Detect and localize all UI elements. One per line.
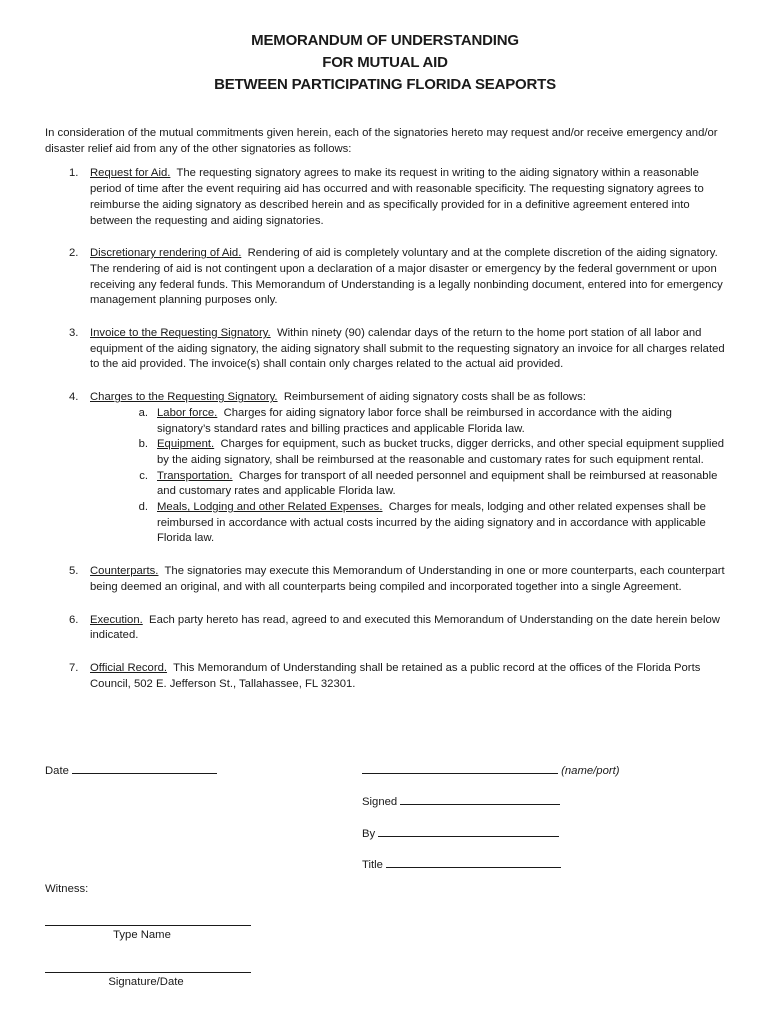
sub-text: Charges for equipment, such as bucket trucks, digger derricks, and other special equipment supplied by the aiding signatory, shall be reimbursed at the reasonable and customary rates for such equipment rental. [157,438,725,466]
sub-heading: Labor force. [157,406,218,419]
item-heading: Request for Aid. [90,167,171,180]
title-label: Title [362,859,383,871]
sub-text: Charges for meals, lodging and other related expenses shall be reimbursed in accordance with actual costs incurred by the aiding signatory and in accordance with applicable Florida law. [157,501,706,545]
witness-label: Witness: [45,883,89,895]
item-number: 7. [69,661,79,674]
item-text: The signatories may execute this Memorandum of Understanding in one or more counterparts, each counterpart being deemed an original, and with all counterparts being compiled and incorporated together into a single Agreement. [90,565,725,593]
item-text: Within ninety (90) calendar days of the return to the home port station of all labor and equipment of the aiding signatory, the aiding signatory shall submit to the requesting signatory an invoice for all charges related to the aid provided. The invoice(s) shall contain only charges related to the actual aid provided. [90,327,725,371]
date-row [45,762,217,779]
signature-date-label: Signature/Date [108,976,184,988]
sub-item-d [45,500,725,547]
item-text: Rendering of aid is completely voluntary and at the complete discretion of the aiding signatory. The rendering of aid is not contingent upon a declaration of a major disaster or emergency by the federal government or upon receiving any federal funds. This Memorandum of Understanding is a legally nonbinding document, entered into for emergency management planning purposes only. [90,247,723,307]
item-number: 1. [69,167,79,180]
sub-item-a [45,406,725,437]
title-row [362,856,561,873]
by-row [362,825,559,842]
item-text: Reimbursement of aiding signatory costs shall be as follows: [283,391,586,404]
item-number: 4. [69,391,79,404]
document-title [0,30,770,96]
witness-name-field[interactable] [45,925,251,926]
item-number: 5. [69,565,79,578]
item-number: 6. [69,613,79,626]
title-field[interactable] [386,856,561,868]
sub-letter: b. [138,438,148,451]
sub-heading: Meals, Lodging and other Related Expenses. [157,501,383,514]
title-line-3: BETWEEN PARTICIPATING FLORIDA SEAPORTS [214,76,556,93]
by-field[interactable] [378,825,559,837]
date-field[interactable] [72,762,217,774]
name-port-field[interactable] [362,762,558,774]
item-heading: Charges to the Requesting Signatory. [90,391,278,404]
document-body [45,126,725,709]
sub-letter: a. [138,406,148,419]
signed-row [362,793,560,810]
sub-list [45,406,725,547]
item-text: Each party hereto has read, agreed to and executed this Memorandum of Understanding on the date herein below indicated. [90,613,720,642]
date-label: Date [45,765,69,777]
title-line-1: MEMORANDUM OF UNDERSTANDING [251,32,519,49]
title-line-2: FOR MUTUAL AID [322,54,448,71]
sub-text: Charges for transport of all needed personnel and equipment shall be reimbursed at reasonable and customary rates and applicable Florida law. [157,469,718,498]
list-item-1 [45,166,725,229]
sub-item-c [45,469,725,500]
item-heading: Official Record. [90,661,168,674]
item-heading: Invoice to the Requesting Signatory. [90,327,271,340]
item-text: This Memorandum of Understanding shall be retained as a public record at the offices of the Florida Ports Council, 502 E. Jefferson St., Tallahassee, FL 32301. [90,661,701,690]
item-heading: Execution. [90,613,143,626]
list-item-3 [45,326,725,373]
intro-paragraph: In consideration of the mutual commitments given herein, each of the signatories hereto may request and/or receive emergency and/or disaster relief aid from any of the other signatories as follows: [45,127,718,155]
item-text: The requesting signatory agrees to make its request in writing to the aiding signatory within a reasonable period of time after the event requiring aid has occurred and with reasonable specificity. The requesting signatory agrees to reimburse the aiding signatory as described herein and as specifically provided for in a definitive agreement entered into between the requesting and aiding signatories. [90,167,704,227]
name-port-label: (name/port) [561,765,620,777]
by-label: By [362,828,376,840]
name-port-row [362,762,620,779]
item-number: 3. [69,327,79,340]
signed-field[interactable] [400,793,560,805]
sub-item-b [45,437,725,468]
sub-letter: c. [139,469,148,482]
sub-text: Charges for aiding signatory labor force shall be reimbursed in accordance with the aiding signatory’s standard rates and billing practices and applicable Florida law. [157,406,672,435]
signed-label: Signed [362,796,398,808]
list-item-5 [45,564,725,595]
list-item-2 [45,246,725,309]
list-item-4 [45,390,725,547]
item-heading: Discretionary rendering of Aid. [90,247,242,260]
witness-signature-field[interactable] [45,972,251,973]
sub-heading: Equipment. [157,438,215,451]
type-name-label: Type Name [113,929,171,941]
list-item-6 [45,613,725,644]
list-item-7 [45,661,725,692]
sub-letter: d. [138,501,148,514]
item-heading: Counterparts. [90,565,159,578]
item-number: 2. [69,247,79,260]
sub-heading: Transportation. [157,469,233,482]
